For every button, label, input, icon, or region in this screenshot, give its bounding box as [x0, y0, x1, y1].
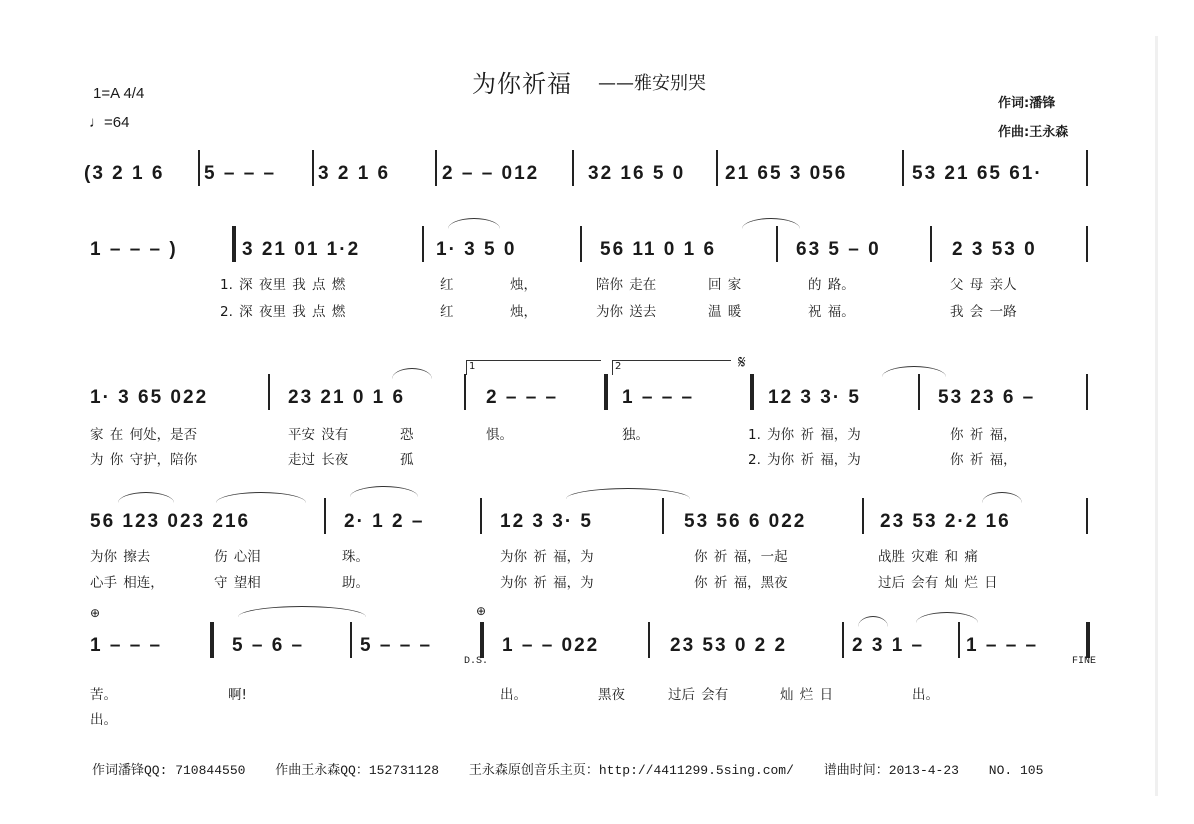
- fine-marking: FINE: [1072, 656, 1097, 667]
- lyric: 珠。: [342, 549, 369, 565]
- barline: [422, 226, 424, 262]
- lyric: 守 望相: [214, 575, 261, 591]
- lyric: 回 家: [708, 277, 742, 293]
- measure: 12 3 3· 5: [500, 511, 593, 532]
- lyrics-verse-2-row-2: [82, 300, 1092, 320]
- lyric: 烛，: [510, 277, 537, 293]
- measure: 1 – – –: [966, 635, 1039, 656]
- lyric: 为你 擦去: [90, 549, 151, 565]
- measure: 1 – – – ): [90, 239, 178, 260]
- coda-icon: ⊕: [476, 604, 487, 618]
- lyric: 为你 祈 福，为: [500, 575, 594, 591]
- tie-slur: [238, 606, 366, 617]
- measure: 3 21 01 1·2: [242, 239, 361, 260]
- lyric: 过后 会有 灿 烂 日: [878, 575, 998, 591]
- lyric: 走过 长夜: [288, 452, 349, 468]
- tie-slur: [566, 488, 690, 499]
- barline: [464, 374, 466, 410]
- barline: [1086, 374, 1088, 410]
- measure: 5 – – –: [204, 163, 277, 184]
- song-subtitle: ——雅安别哭: [598, 73, 706, 94]
- lyric: 陪你 走在: [596, 277, 657, 293]
- lyrics-verse-2-row-5: [82, 708, 1092, 728]
- lyric: 温 暖: [708, 304, 742, 320]
- lyric: 2. 深 夜里 我 点 燃: [220, 304, 346, 320]
- barline: [958, 622, 960, 658]
- tie-slur: [216, 492, 306, 503]
- lyric: 2. 为你 祈 福，为: [748, 452, 861, 468]
- lyric: 为 你 守护，陪你: [90, 452, 198, 468]
- footer-bar: [92, 759, 1065, 778]
- lyric: 祝 福。: [808, 304, 855, 320]
- measure: 56 11 0 1 6: [600, 239, 717, 260]
- lyric: 红: [440, 304, 454, 320]
- staff-row-2: [82, 226, 1092, 270]
- lyrics-verse-1-row-4: [82, 545, 1092, 565]
- barline: [902, 150, 904, 186]
- lyric: 你 祈 福，黑夜: [694, 575, 788, 591]
- tie-slur: [916, 612, 978, 623]
- repeat-start-barline: [750, 374, 754, 410]
- coda-icon: ⊕: [90, 606, 101, 620]
- lyric: 红: [440, 277, 454, 293]
- lyric: 为你 祈 福，为: [500, 549, 594, 565]
- barline: [930, 226, 932, 262]
- barline: [662, 498, 664, 534]
- lyric: 助。: [342, 575, 369, 591]
- lyrics-verse-1-row-5: [82, 683, 1092, 703]
- volta-second-ending: 2: [612, 360, 731, 375]
- measure: 23 21 0 1 6: [288, 387, 406, 408]
- lyric: 你 祈 福，: [950, 452, 1017, 468]
- lyric: 过后 会有: [668, 687, 729, 703]
- measure: 53 23 6 –: [938, 387, 1036, 408]
- lyric: 伤 心泪: [214, 549, 261, 565]
- tie-slur: [448, 218, 500, 229]
- lyric: 黑夜: [598, 687, 625, 703]
- measure: 1 – – –: [90, 635, 163, 656]
- lyric: 的 路。: [808, 277, 855, 293]
- lyric: 出。: [90, 712, 117, 728]
- measure: 56 123 023 216: [90, 511, 251, 532]
- compose-date: 谱曲时间：2013-4-23: [823, 763, 959, 778]
- final-barline: [1086, 622, 1090, 658]
- barline: [918, 374, 920, 410]
- measure: 2 – – 012: [442, 163, 540, 184]
- barline: [435, 150, 437, 186]
- lyric: 1. 为你 祈 福，为: [748, 427, 861, 443]
- measure: 1· 3 65 022: [90, 387, 209, 408]
- da-segno-marking: D.S.: [464, 656, 489, 667]
- measure: 5 – – –: [360, 635, 433, 656]
- lyric: 你 祈 福，: [950, 427, 1017, 443]
- barline: [1086, 150, 1088, 186]
- lyric: 啊!: [228, 687, 247, 703]
- tie-slur: [858, 616, 888, 627]
- measure: 2· 1 2 –: [344, 511, 425, 532]
- repeat-end-barline: [604, 374, 608, 410]
- measure: (3 2 1 6: [84, 163, 165, 184]
- lyric: 父 母 亲人: [950, 277, 1017, 293]
- lyric: 恐: [400, 427, 414, 443]
- barline: [198, 150, 200, 186]
- repeat-start-barline: [210, 622, 214, 658]
- lyric: 烛，: [510, 304, 537, 320]
- lyric: 灿 烂 日: [780, 687, 834, 703]
- barline: [842, 622, 844, 658]
- barline: [862, 498, 864, 534]
- lyric: 我 会 一路: [950, 304, 1017, 320]
- barline: [324, 498, 326, 534]
- measure: 2 3 1 –: [852, 635, 925, 656]
- barline: [350, 622, 352, 658]
- barline: [480, 498, 482, 534]
- score-number: NO. 105: [988, 763, 1044, 778]
- lyric: 平安 没有: [288, 427, 349, 443]
- measure: 23 53 2·2 16: [880, 511, 1011, 532]
- lyric: 孤: [400, 452, 414, 468]
- lyric: 为你 送去: [596, 304, 657, 320]
- lyric: 出。: [500, 687, 527, 703]
- tie-slur: [742, 218, 800, 229]
- composer-credit: 作曲:王永森: [998, 125, 1069, 140]
- lyric: 出。: [912, 687, 939, 703]
- measure: 63 5 – 0: [796, 239, 881, 260]
- barline: [580, 226, 582, 262]
- measure: 53 56 6 022: [684, 511, 807, 532]
- lyric: 战胜 灾难 和 痛: [878, 549, 978, 565]
- barline: [572, 150, 574, 186]
- measure: 32 16 5 0: [588, 163, 686, 184]
- volta-first-ending: 1: [466, 360, 601, 375]
- key-signature: 1=A 4/4: [93, 85, 145, 102]
- composer-qq: 作曲王永森QQ：152731128: [275, 763, 440, 778]
- barline: [776, 226, 778, 262]
- lyric: 你 祈 福，一起: [694, 549, 788, 565]
- homepage-link[interactable]: 王永森原创音乐主页：http://4411299.5sing.com/: [468, 763, 794, 778]
- repeat-start-barline: [232, 226, 236, 262]
- lyrics-verse-2-row-3: [82, 448, 1092, 468]
- measure: 23 53 0 2 2: [670, 635, 788, 656]
- staff-row-4: [82, 498, 1092, 542]
- measure: 3 2 1 6: [318, 163, 391, 184]
- lyricist-credit: 作词:潘锋: [998, 96, 1056, 111]
- measure: 12 3 3· 5: [768, 387, 861, 408]
- measure: 53 21 65 61·: [912, 163, 1043, 184]
- lyric: 1. 深 夜里 我 点 燃: [220, 277, 346, 293]
- measure: 1 – – –: [622, 387, 695, 408]
- tie-slur: [882, 366, 946, 377]
- staff-row-3: [82, 352, 1092, 418]
- lyricist-qq: 作词潘锋QQ: 710844550: [92, 763, 246, 778]
- measure: 2 – – –: [486, 387, 559, 408]
- repeat-end-barline: [480, 622, 484, 658]
- barline: [716, 150, 718, 186]
- tie-slur: [982, 492, 1022, 503]
- song-title: 为你祈福: [472, 70, 572, 98]
- barline: [1086, 498, 1088, 534]
- page-edge-shadow: [1155, 36, 1158, 796]
- lyric: 独。: [622, 427, 649, 443]
- lyric: 心手 相连，: [90, 575, 164, 591]
- measure: 2 3 53 0: [952, 239, 1037, 260]
- barline: [648, 622, 650, 658]
- measure: 5 – 6 –: [232, 635, 305, 656]
- tie-slur: [350, 486, 418, 497]
- lyrics-verse-1-row-3: [82, 423, 1092, 443]
- measure: 1 – – 022: [502, 635, 600, 656]
- tie-slur: [118, 492, 174, 503]
- measure: 1· 3 5 0: [436, 239, 517, 260]
- tempo-marking: ♩=64: [89, 114, 130, 131]
- lyric: 惧。: [486, 427, 513, 443]
- measure: 21 65 3 056: [725, 163, 848, 184]
- lyrics-verse-1-row-2: [82, 273, 1092, 293]
- lyric: 家 在 何处，是否: [90, 427, 198, 443]
- tie-slur: [392, 368, 432, 379]
- segno-icon: 𝄋: [738, 352, 746, 373]
- staff-row-1: [82, 150, 1092, 194]
- barline: [1086, 226, 1088, 262]
- lyric: 苦。: [90, 687, 117, 703]
- barline: [312, 150, 314, 186]
- barline: [268, 374, 270, 410]
- staff-row-5: [82, 604, 1097, 667]
- lyrics-verse-2-row-4: [82, 571, 1092, 591]
